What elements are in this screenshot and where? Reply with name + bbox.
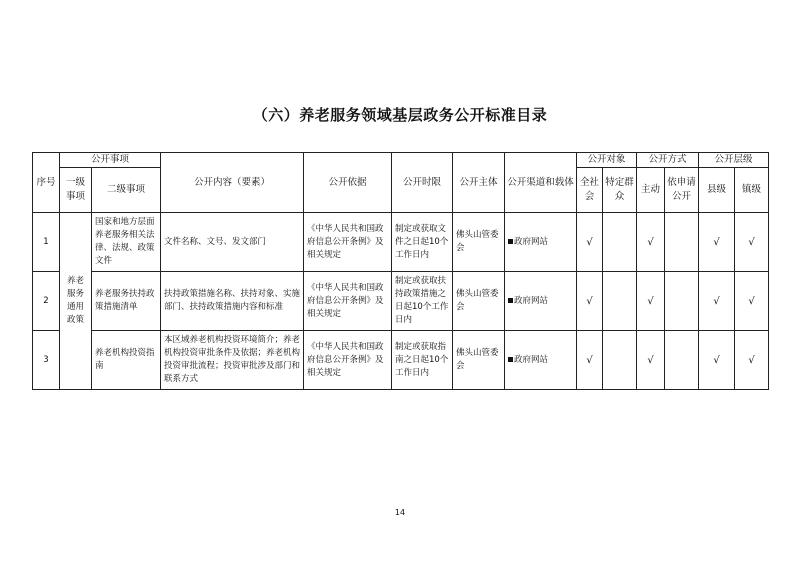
row-active: √ [637,213,665,272]
channel-text: 政府网站 [514,295,549,306]
header-seq: 序号 [33,153,60,213]
header-subject: 公开主体 [453,153,505,213]
row-level2: 养老机构投资指南 [92,331,161,390]
row-level2: 国家和地方层面养老服务相关法律、法规、政策文件 [92,213,161,272]
header-specific: 特定群众 [603,168,637,213]
row-content: 本区域养老机构投资环境简介；养老机构投资审批条件及依据；养老机构投资审批流程；投资审批涉及部门和联系方式 [161,331,304,390]
row-subject: 佛头山管委会 [453,213,505,272]
header-content: 公开内容（要素） [161,153,304,213]
table-row [33,213,769,272]
row-town: √ [735,213,769,272]
row-all-society: √ [577,331,603,390]
header-level1: 一级事项 [60,168,92,213]
row-seq: 2 [33,272,60,331]
row-subject: 佛头山管委会 [453,272,505,331]
header-basis: 公开依据 [304,153,392,213]
header-town: 镇级 [735,168,769,213]
row-time: 制定或获取扶持政策措施之日起10个工作日内 [392,272,453,331]
square-bullet-icon [508,357,513,362]
row-all-society: √ [577,213,603,272]
row-on-request [665,213,699,272]
page-title: （六）养老服务领域基层政务公开标准目录 [252,106,548,124]
row-seq: 3 [33,331,60,390]
standard-catalog-table [32,152,769,390]
row-time: 制定或获取指南之日起10个工作日内 [392,331,453,390]
header-on-request: 依申请公开 [665,168,699,213]
row-active: √ [637,331,665,390]
row-all-society: √ [577,272,603,331]
row-channel [505,213,577,272]
row-county: √ [699,331,735,390]
square-bullet-icon [508,298,513,303]
header-target: 公开对象 [577,153,637,168]
header-tier: 公开层级 [699,153,769,168]
channel-text: 政府网站 [514,236,549,247]
row-content: 文件名称、文号、发文部门 [161,213,304,272]
row-time: 制定或获取文件之日起10个工作日内 [392,213,453,272]
table-row [33,331,769,390]
square-bullet-icon [508,239,513,244]
row-level2: 养老服务扶持政策措施清单 [92,272,161,331]
channel-text: 政府网站 [514,354,549,365]
row-content: 扶持政策措施名称、扶持对象、实施部门、扶持政策措施内容和标准 [161,272,304,331]
header-channel: 公开渠道和载体 [505,153,577,213]
header-county: 县级 [699,168,735,213]
header-method: 公开方式 [637,153,699,168]
row-channel [505,331,577,390]
table-row [33,272,769,331]
header-items: 公开事项 [60,153,161,168]
row-subject: 佛头山管委会 [453,331,505,390]
level1-cell: 养老服务通用政策 [60,213,92,390]
header-all-society: 全社会 [577,168,603,213]
header-time: 公开时限 [392,153,453,213]
row-basis: 《中华人民共和国政府信息公开条例》及相关规定 [304,331,392,390]
row-specific [603,213,637,272]
row-town: √ [735,272,769,331]
row-on-request [665,272,699,331]
row-specific [603,331,637,390]
header-row-1 [33,153,769,168]
row-county: √ [699,272,735,331]
row-specific [603,272,637,331]
row-active: √ [637,272,665,331]
row-basis: 《中华人民共和国政府信息公开条例》及相关规定 [304,272,392,331]
row-on-request [665,331,699,390]
row-basis: 《中华人民共和国政府信息公开条例》及相关规定 [304,213,392,272]
row-channel [505,272,577,331]
row-town: √ [735,331,769,390]
row-seq: 1 [33,213,60,272]
row-county: √ [699,213,735,272]
page-number: 14 [394,508,406,517]
header-active: 主动 [637,168,665,213]
header-level2: 二级事项 [92,168,161,213]
